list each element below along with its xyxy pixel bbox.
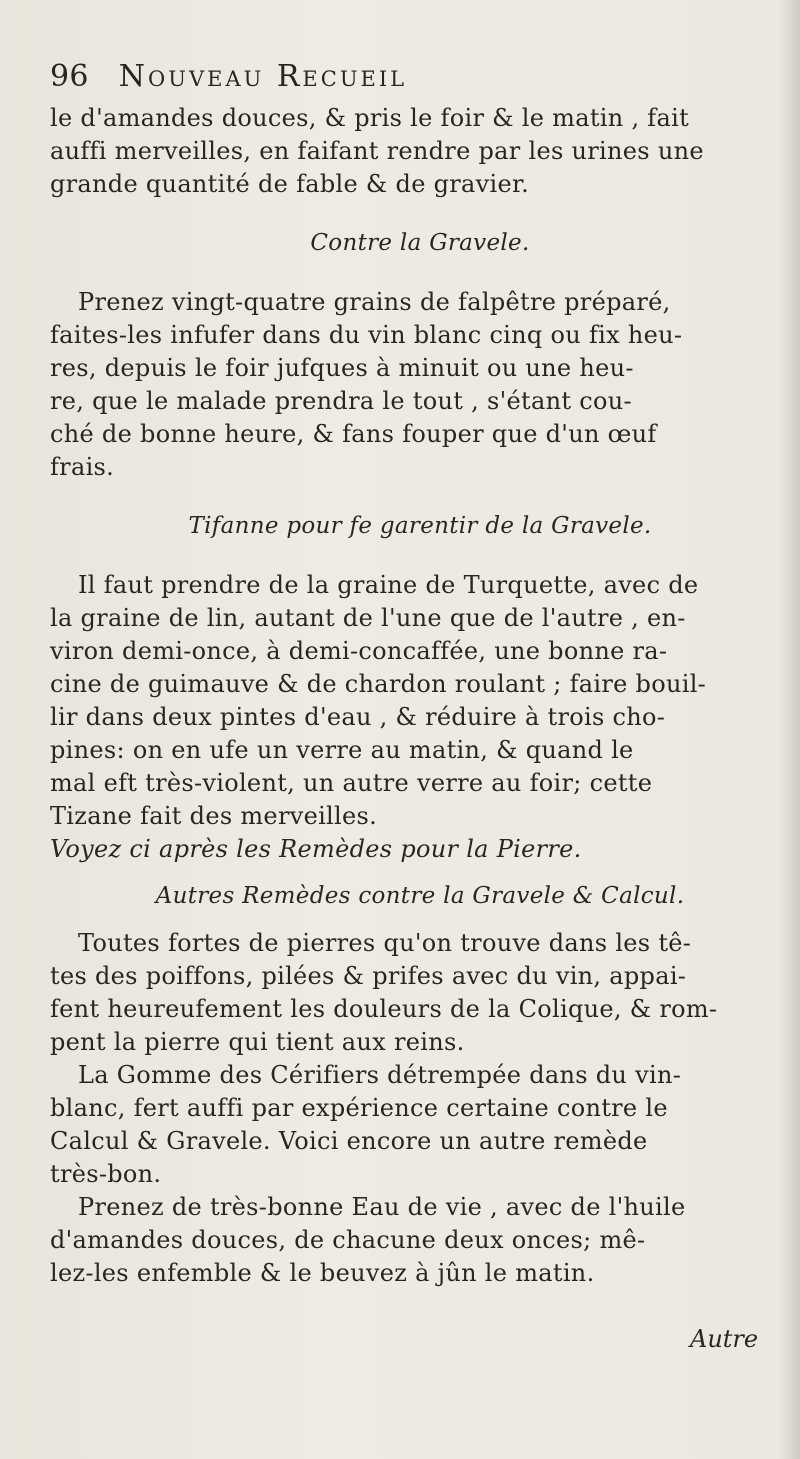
section-heading-gravele: Contre la Gravele. <box>310 230 530 256</box>
text-line: le d'amandes douces, & pris le foir & le matin , fait <box>50 104 690 132</box>
text-line: ché de bonne heure, & fans fouper que d'un œuf <box>50 420 657 448</box>
text-line: fent heureufement les douleurs de la Colique, & rom- <box>50 995 718 1023</box>
text-line: faites-les infufer dans du vin blanc cinq ou fix heu- <box>50 321 683 349</box>
paragraph-5 <box>50 1059 790 1191</box>
text-line: grande quantité de fable & de gravier. <box>50 170 530 198</box>
text-line: tes des poiffons, pilées & prifes avec du vin, appai- <box>50 962 687 990</box>
text-line: auffi merveilles, en faifant rendre par les urines une <box>50 137 704 165</box>
text-line: Tizane fait des merveilles. <box>50 802 378 830</box>
section-heading-autres-remedes: Autres Remèdes contre la Gravele & Calcul. <box>155 883 685 909</box>
catchword: Autre <box>690 1325 759 1353</box>
text-line: La Gomme des Cérifiers détrempée dans du vin- <box>78 1061 682 1089</box>
text-line: pines: on en ufe un verre au matin, & quand le <box>50 736 634 764</box>
text-line: frais. <box>50 453 115 481</box>
text-line: Prenez vingt-quatre grains de falpêtre préparé, <box>78 288 671 316</box>
text-line: Prenez de très-bonne Eau de vie , avec de l'huile <box>78 1193 686 1221</box>
text-line: lez-les enfemble & le beuvez à jûn le matin. <box>50 1259 595 1287</box>
text-line: viron demi-once, à demi-concaffée, une bonne ra- <box>50 637 668 665</box>
text-line: blanc, fert auffi par expérience certaine contre le <box>50 1094 668 1122</box>
text-line: Calcul & Gravele. Voici encore un autre remède <box>50 1127 648 1155</box>
page-header <box>50 60 790 98</box>
text-line: Il faut prendre de la graine de Turquette, avec de <box>78 571 699 599</box>
text-line: lir dans deux pintes d'eau , & réduire à trois cho- <box>50 703 666 731</box>
text-line: d'amandes douces, de chacune deux onces; mê- <box>50 1226 646 1254</box>
paragraph-2 <box>50 286 790 484</box>
text-line: la graine de lin, autant de l'une que de l'autre , en- <box>50 604 686 632</box>
running-head: Nouveau Recueil <box>118 59 408 94</box>
paragraph-6 <box>50 1191 790 1290</box>
text-line: pent la pierre qui tient aux reins. <box>50 1028 465 1056</box>
section-heading-tisane: Tifanne pour fe garentir de la Gravele. <box>188 513 652 539</box>
paragraph-3 <box>50 569 790 833</box>
page-text <box>50 60 790 1290</box>
text-line: très-bon. <box>50 1160 162 1188</box>
paragraph-4 <box>50 927 790 1059</box>
text-line: Toutes fortes de pierres qu'on trouve dans les tê- <box>78 929 692 957</box>
page-number: 96 <box>50 59 89 94</box>
text-line: re, que le malade prendra le tout , s'étant cou- <box>50 387 632 415</box>
text-line: mal eft très-violent, un autre verre au foir; cette <box>50 769 653 797</box>
paragraph-1 <box>50 102 790 201</box>
text-line: cine de guimauve & de chardon roulant ; faire bouil- <box>50 670 707 698</box>
cross-reference: Voyez ci après les Remèdes pour la Pierre. <box>50 835 582 863</box>
text-line: res, depuis le foir jufques à minuit ou une heu- <box>50 354 634 382</box>
